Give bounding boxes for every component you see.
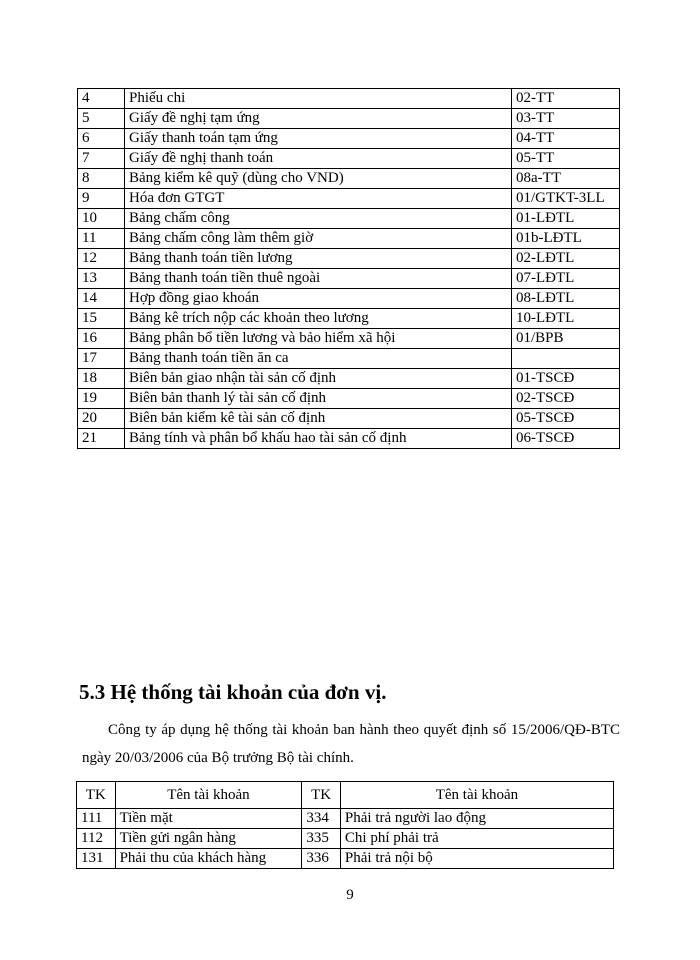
form-name: Bảng thanh toán tiền thuê ngoài [125, 269, 512, 289]
form-name: Bảng chấm công [125, 209, 512, 229]
form-code: 02-TT [512, 89, 620, 109]
row-number: 17 [78, 349, 125, 369]
table-row [78, 189, 620, 209]
account-code: 334 [302, 809, 341, 829]
form-name: Biên bản giao nhận tài sản cố định [125, 369, 512, 389]
form-code: 04-TT [512, 129, 620, 149]
form-code: 01b-LĐTL [512, 229, 620, 249]
table-row [78, 129, 620, 149]
form-name: Hợp đồng giao khoán [125, 289, 512, 309]
account-name: Phải thu của khách hàng [115, 849, 302, 869]
table-row [77, 809, 614, 829]
accounts-table-body [77, 809, 614, 869]
row-number: 13 [78, 269, 125, 289]
intro-paragraph: Công ty áp dụng hệ thống tài khoản ban hành theo quyết định số 15/2006/QĐ-BTC ngày 20/03/2006 của Bộ trưởng Bộ tài chính. [82, 722, 620, 766]
row-number: 7 [78, 149, 125, 169]
form-code: 01-LĐTL [512, 209, 620, 229]
row-number: 10 [78, 209, 125, 229]
table-row [77, 829, 614, 849]
table-row [78, 429, 620, 449]
form-name: Bảng tính và phân bổ khấu hao tài sản cố định [125, 429, 512, 449]
account-name: Tiền mặt [115, 809, 302, 829]
row-number: 4 [78, 89, 125, 109]
table-row [78, 329, 620, 349]
form-name: Bảng kiểm kê quỹ (dùng cho VND) [125, 169, 512, 189]
table-row [78, 249, 620, 269]
form-code: 10-LĐTL [512, 309, 620, 329]
accounts-header-row [77, 782, 614, 809]
account-code: 111 [77, 809, 116, 829]
table-row [77, 849, 614, 869]
table-row [78, 349, 620, 369]
row-number: 19 [78, 389, 125, 409]
table-row [78, 209, 620, 229]
form-code: 07-LĐTL [512, 269, 620, 289]
form-code: 05-TSCĐ [512, 409, 620, 429]
form-name: Giấy thanh toán tạm ứng [125, 129, 512, 149]
form-name: Bảng thanh toán tiền lương [125, 249, 512, 269]
form-code: 02-LĐTL [512, 249, 620, 269]
form-name: Giấy đề nghị tạm ứng [125, 109, 512, 129]
forms-table [77, 88, 620, 449]
form-name: Phiếu chi [125, 89, 512, 109]
table-row [78, 369, 620, 389]
table-row [78, 109, 620, 129]
table-row [78, 409, 620, 429]
account-code: 335 [302, 829, 341, 849]
table-row [78, 269, 620, 289]
form-code: 01/GTKT-3LL [512, 189, 620, 209]
form-name: Bảng thanh toán tiền ăn ca [125, 349, 512, 369]
form-code: 03-TT [512, 109, 620, 129]
account-code: 131 [77, 849, 116, 869]
form-code [512, 349, 620, 369]
form-code: 02-TSCĐ [512, 389, 620, 409]
form-name: Hóa đơn GTGT [125, 189, 512, 209]
table-row [78, 149, 620, 169]
header-account-name-2: Tên tài khoản [340, 782, 613, 809]
page-number: 9 [346, 887, 354, 903]
account-code: 336 [302, 849, 341, 869]
table-row [78, 169, 620, 189]
table-row [78, 229, 620, 249]
account-name: Chi phí phải trả [340, 829, 613, 849]
row-number: 5 [78, 109, 125, 129]
row-number: 12 [78, 249, 125, 269]
form-name: Bảng chấm công làm thêm giờ [125, 229, 512, 249]
row-number: 21 [78, 429, 125, 449]
row-number: 6 [78, 129, 125, 149]
account-name: Phải trả nội bộ [340, 849, 613, 869]
form-name: Bảng kê trích nộp các khoản theo lương [125, 309, 512, 329]
accounts-table [76, 781, 614, 869]
header-account-name-1: Tên tài khoản [115, 782, 302, 809]
row-number: 11 [78, 229, 125, 249]
form-code: 06-TSCĐ [512, 429, 620, 449]
row-number: 16 [78, 329, 125, 349]
account-code: 112 [77, 829, 116, 849]
table-row [78, 289, 620, 309]
row-number: 8 [78, 169, 125, 189]
form-name: Biên bản thanh lý tài sản cố định [125, 389, 512, 409]
header-tk-1: TK [77, 782, 116, 809]
forms-table-body [78, 89, 620, 449]
form-code: 08-LĐTL [512, 289, 620, 309]
form-code: 05-TT [512, 149, 620, 169]
row-number: 15 [78, 309, 125, 329]
accounts-table-head [77, 782, 614, 809]
section-heading: 5.3 Hệ thống tài khoản của đơn vị. [79, 680, 387, 704]
form-name: Biên bản kiểm kê tài sản cố định [125, 409, 512, 429]
form-code: 08a-TT [512, 169, 620, 189]
form-code: 01/BPB [512, 329, 620, 349]
form-name: Bảng phân bổ tiền lương và bảo hiểm xã hội [125, 329, 512, 349]
form-code: 01-TSCĐ [512, 369, 620, 389]
row-number: 18 [78, 369, 125, 389]
account-name: Tiền gửi ngân hàng [115, 829, 302, 849]
table-row [78, 309, 620, 329]
row-number: 9 [78, 189, 125, 209]
header-tk-2: TK [302, 782, 341, 809]
form-name: Giấy đề nghị thanh toán [125, 149, 512, 169]
table-row [78, 89, 620, 109]
table-row [78, 389, 620, 409]
row-number: 20 [78, 409, 125, 429]
row-number: 14 [78, 289, 125, 309]
account-name: Phải trả người lao động [340, 809, 613, 829]
